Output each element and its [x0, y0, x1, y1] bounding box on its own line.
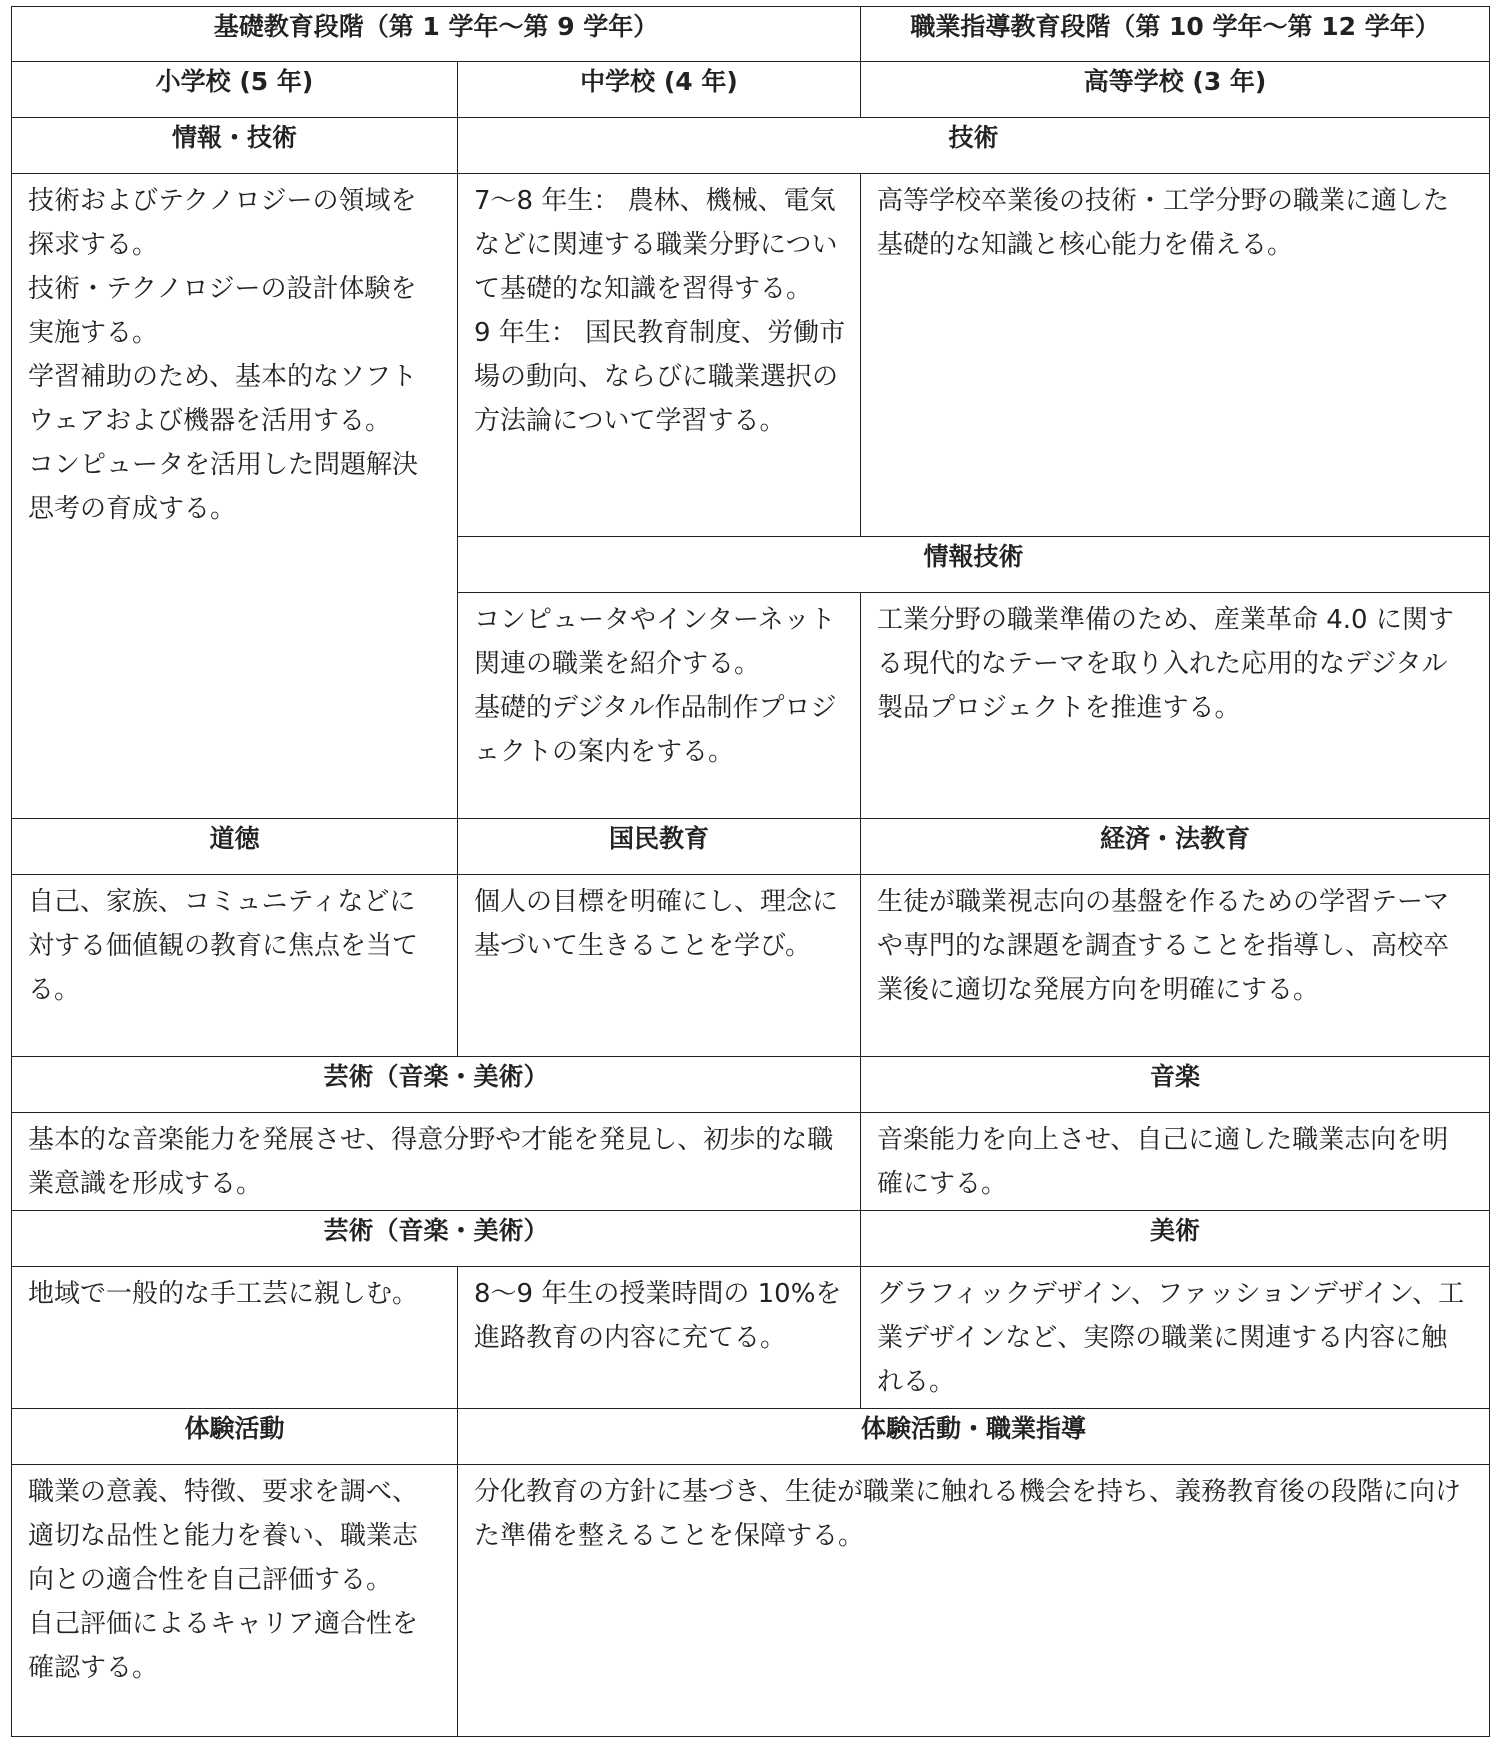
elementary-info-tech-text: 技術およびテクノロジーの領域を探求する。 技術・テクノロジーの設計体験を実施する。 学習補助のため、基本的なソフトウェアおよび機器を活用する。 コンピュータを活用した問題解決思考の育成する。	[28, 186, 419, 524]
civic-cell	[458, 875, 861, 1057]
high-it-cell	[861, 593, 1490, 819]
elementary-crafts-cell	[12, 1267, 458, 1409]
ethics-content-row	[12, 875, 1490, 1057]
technology-heading: 技術	[458, 118, 1490, 174]
economics-law-cell	[861, 875, 1490, 1057]
it-heading: 情報技術	[458, 537, 1490, 593]
arts-fine-content-row	[12, 1267, 1490, 1409]
economics-law-text: 生徒が職業視志向の基盤を作るための学習テーマや専門的な課題を調査することを指導し、高校卒業後に適切な発展方向を明確にする。	[877, 887, 1450, 1005]
arts-heading-2: 芸術（音楽・美術）	[12, 1211, 861, 1267]
experience-heading-row	[12, 1409, 1490, 1465]
high-fine-arts-text: グラフィックデザイン、ファッションデザイン、工業デザインなど、実際の職業に関連する内容に触れる。	[877, 1279, 1465, 1397]
high-music-cell	[861, 1113, 1490, 1211]
stage-header-row	[12, 7, 1490, 62]
moral-heading: 道徳	[12, 819, 458, 875]
info-tech-heading-row	[12, 118, 1490, 174]
high-header: 高等学校 (3 年)	[861, 62, 1490, 118]
arts-heading: 芸術（音楽・美術）	[12, 1057, 861, 1113]
moral-text: 自己、家族、コミュニティなどに対する価値観の教育に焦点を当てる。	[28, 887, 419, 1005]
basic-arts-music-cell	[12, 1113, 861, 1211]
info-tech-heading: 情報・技術	[12, 118, 458, 174]
middle-header: 中学校 (4 年)	[458, 62, 861, 118]
basic-arts-music-text: 基本的な音楽能力を発展させ、得意分野や才能を発見し、初歩的な職業意識を形成する。	[28, 1125, 834, 1199]
elementary-experience-text: 職業の意義、特徴、要求を調べ、適切な品性と能力を養い、職業志向との適合性を自己評価する。 自己評価によるキャリア適合性を確認する。	[28, 1477, 419, 1683]
elementary-info-tech-cell	[12, 174, 458, 819]
high-technology-text: 高等学校卒業後の技術・工学分野の職業に適した基礎的な知識と核心能力を備える。	[877, 186, 1450, 260]
ethics-heading-row	[12, 819, 1490, 875]
curriculum-table	[11, 6, 1490, 1737]
fine-arts-heading: 美術	[861, 1211, 1490, 1267]
basic-stage-header: 基礎教育段階（第 1 学年～第 9 学年）	[12, 7, 861, 62]
high-technology-cell	[861, 174, 1490, 537]
experience-guidance-heading: 体験活動・職業指導	[458, 1409, 1490, 1465]
middle-it-cell	[458, 593, 861, 819]
elementary-header: 小学校 (5 年)	[12, 62, 458, 118]
elementary-crafts-text: 地域で一般的な手工芸に親しむ。	[28, 1279, 419, 1309]
technology-content-row	[12, 174, 1490, 537]
arts-music-content-row	[12, 1113, 1490, 1211]
middle-it-text: コンピュータやインターネット関連の職業を紹介する。 基礎的デジタル作品制作プロジェクトの案内をする。	[474, 605, 837, 767]
middle-arts-text: 8～9 年生の授業時間の 10%を進路教育の内容に充てる。	[474, 1279, 842, 1353]
high-music-text: 音楽能力を向上させ、自己に適した職業志向を明確にする。	[877, 1125, 1449, 1199]
school-level-row	[12, 62, 1490, 118]
experience-content-row	[12, 1465, 1490, 1737]
arts-music-heading-row	[12, 1057, 1490, 1113]
high-it-text: 工業分野の職業準備のため、産業革命 4.0 に関する現代的なテーマを取り入れた応用的なデジタル製品プロジェクトを推進する。	[877, 605, 1454, 723]
moral-cell	[12, 875, 458, 1057]
secondary-experience-text: 分化教育の方針に基づき、生徒が職業に触れる機会を持ち、義務教育後の段階に向けた準備を整えることを保障する。	[474, 1477, 1461, 1551]
middle-arts-cell	[458, 1267, 861, 1409]
high-fine-arts-cell	[861, 1267, 1490, 1409]
economics-law-heading: 経済・法教育	[861, 819, 1490, 875]
secondary-experience-cell	[458, 1465, 1490, 1737]
vocational-stage-header: 職業指導教育段階（第 10 学年～第 12 学年）	[861, 7, 1490, 62]
civic-heading: 国民教育	[458, 819, 861, 875]
elementary-experience-cell	[12, 1465, 458, 1737]
civic-text: 個人の目標を明確にし、理念に基づいて生きることを学び。	[474, 887, 839, 961]
music-heading: 音楽	[861, 1057, 1490, 1113]
arts-fine-heading-row	[12, 1211, 1490, 1267]
middle-technology-cell	[458, 174, 861, 537]
experience-heading: 体験活動	[12, 1409, 458, 1465]
middle-technology-text: 7～8 年生： 農林、機械、電気などに関連する職業分野について基礎的な知識を習得する。 9 年生： 国民教育制度、労働市場の動向、ならびに職業選択の方法論について学習する。	[474, 186, 846, 436]
